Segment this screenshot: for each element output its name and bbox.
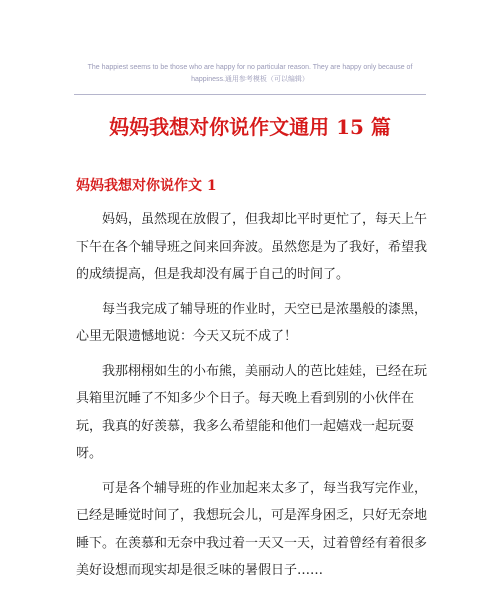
page-header xyxy=(78,62,422,86)
document-title: 妈妈我想对你说作文通用 15 篇 xyxy=(109,115,391,139)
header-line-2: happiness.通用参考模板（可以编辑） xyxy=(191,76,309,83)
header-line-1: The happiest seems to be those who are happy for no particular reason. They are happy only because of xyxy=(87,64,413,71)
paragraph: 我那栩栩如生的小布熊，美丽动人的芭比娃娃，已经在玩具箱里沉睡了不知多少个日子。每天晚上看到别的小伙伴在玩，我真的好羡慕，我多么希望能和他们一起嬉戏一起玩耍呀。 xyxy=(76,363,428,461)
paragraph: 可是各个辅导班的作业加起来太多了，每当我写完作业，已经是睡觉时间了，我想玩会儿，可是浑身困乏，只好无奈地睡下。在羡慕和无奈中我过着一天又一天，过着曾经有着很多美好设想而现实却是很乏味的暑假日子…… xyxy=(76,480,428,578)
header-divider xyxy=(74,94,426,95)
paragraph: 妈妈，虽然现在放假了，但我却比平时更忙了，每天上午下午在各个辅导班之间来回奔波。虽然您是为了我好，希望我的成绩提高，但是我却没有属于自己的时间了。 xyxy=(76,212,428,282)
body-text xyxy=(76,206,428,592)
paragraph: 每当我完成了辅导班的作业时，天空已是浓墨般的漆黑，心里无限遗憾地说：今天又玩不成了！ xyxy=(76,301,428,344)
section-heading: 妈妈我想对你说作文 1 xyxy=(76,178,217,194)
